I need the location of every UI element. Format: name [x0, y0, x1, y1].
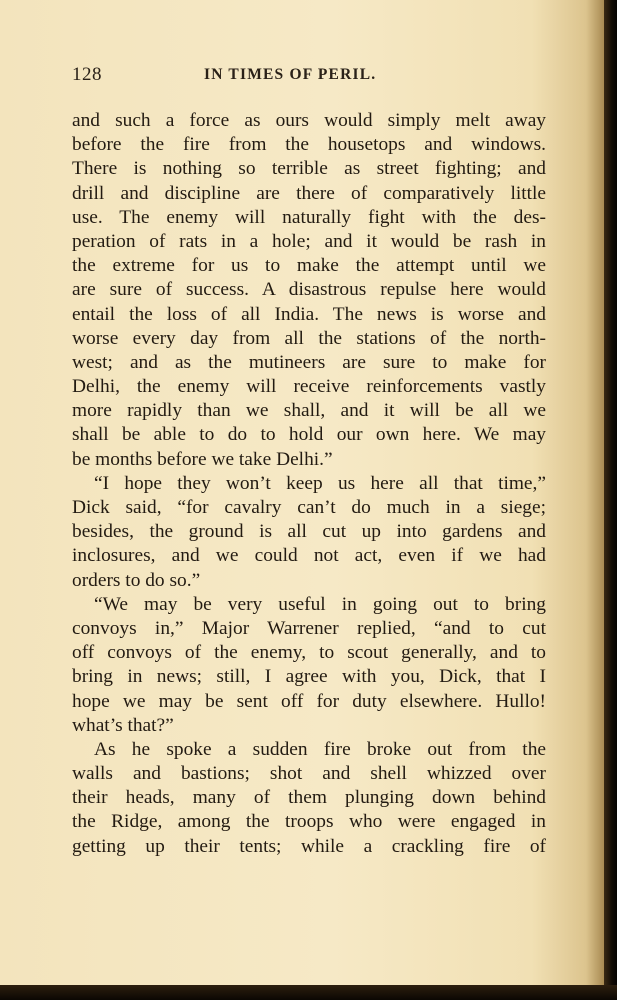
text-line: entail the loss of all India. The news is worse and — [72, 303, 546, 325]
text-line: orders to do so.” — [72, 569, 201, 591]
page-bottom-edge — [0, 985, 617, 1000]
text-line: As he spoke a sudden fire broke out from the — [94, 738, 546, 760]
text-line: are sure of success. A disastrous repulse here would — [72, 279, 546, 301]
text-line: the extreme for us to make the attempt until we — [72, 255, 546, 277]
text-line: peration of rats in a hole; and it would be rash in — [72, 230, 546, 252]
text-line: before the fire from the housetops and windows. — [72, 134, 546, 156]
text-line: drill and discipline are there of comparatively little — [72, 182, 546, 204]
text-line: convoys in,” Major Warrener replied, “and to cut — [72, 617, 546, 639]
text-line: hope we may be sent off for duty elsewhere. Hullo! — [72, 690, 546, 712]
text-line: shall be able to do to hold our own here. We may — [72, 424, 546, 446]
text-line: inclosures, and we could not act, even if we had — [72, 545, 546, 567]
page-number: 128 — [72, 64, 102, 85]
text-line: use. The enemy will naturally fight with the des- — [72, 206, 546, 228]
text-line: west; and as the mutineers are sure to make for — [72, 351, 546, 373]
text-line: There is nothing so terrible as street fighting; and — [72, 158, 546, 180]
text-line: off convoys of the enemy, to scout generally, and to — [72, 642, 546, 664]
text-line: walls and bastions; shot and shell whizzed over — [72, 763, 546, 785]
text-line: besides, the ground is all cut up into gardens and — [72, 521, 546, 543]
text-line: the Ridge, among the troops who were engaged in — [72, 811, 546, 833]
text-line: “I hope they won’t keep us here all that time,” — [94, 472, 546, 494]
text-line: “We may be very useful in going out to bring — [94, 593, 546, 615]
text-line: Delhi, the enemy will receive reinforcements vastly — [72, 376, 546, 398]
page-header — [72, 64, 546, 88]
text-line: Dick said, “for cavalry can’t do much in a siege; — [72, 497, 546, 518]
book-spine — [604, 0, 617, 1000]
text-line: what’s that?” — [72, 714, 174, 736]
text-line: worse every day from all the stations of the north- — [72, 327, 546, 349]
text-line: bring in news; still, I agree with you, Dick, that I — [72, 666, 546, 688]
running-head: IN TIMES OF PERIL. — [204, 66, 377, 83]
text-line: and such a force as ours would simply melt away — [72, 110, 546, 131]
text-line: be months before we take Delhi.” — [72, 448, 333, 470]
text-line: more rapidly than we shall, and it will be all we — [72, 400, 546, 422]
body-text — [72, 109, 546, 859]
text-line: their heads, many of them plunging down behind — [72, 787, 546, 809]
text-line: getting up their tents; while a crackling fire of — [72, 835, 546, 857]
